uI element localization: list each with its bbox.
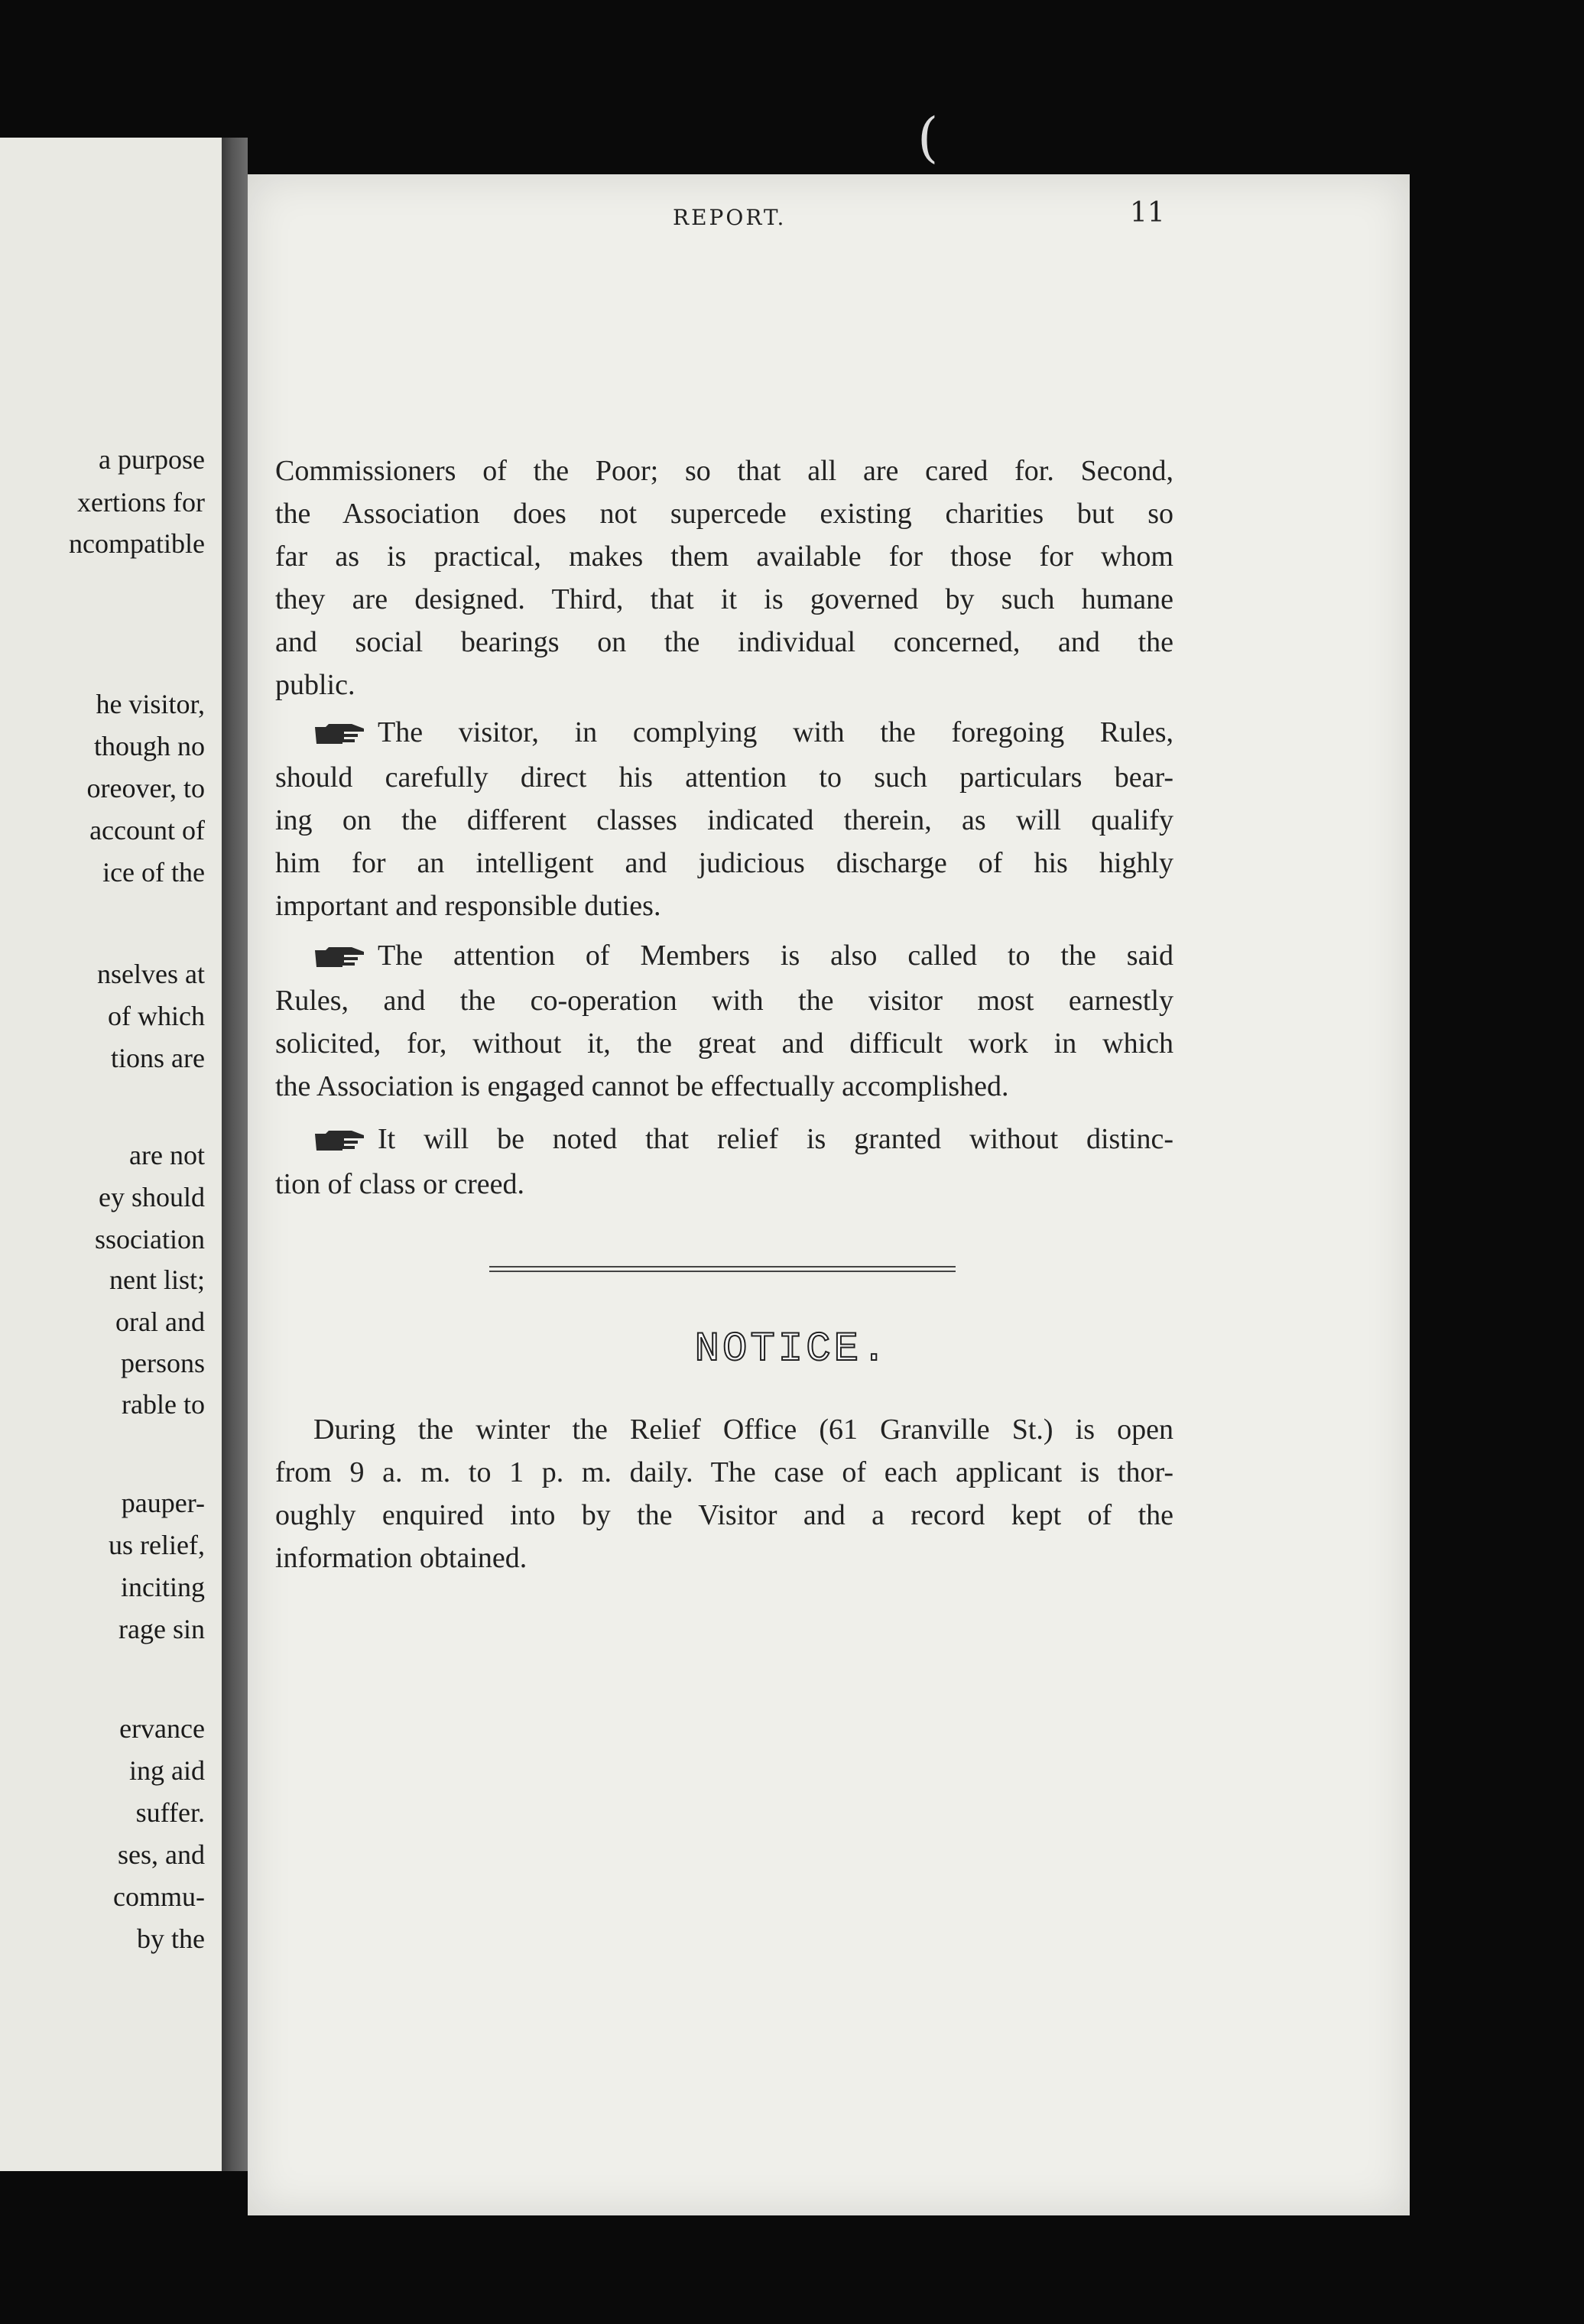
left-page-line: ses, and xyxy=(118,1839,205,1870)
text-line: During the winter the Relief Office (61 Granville St.) is open xyxy=(313,1414,1173,1446)
left-page-line: pauper- xyxy=(121,1488,205,1518)
left-page-line: ssociation xyxy=(95,1224,205,1255)
left-page-line: suffer. xyxy=(135,1797,205,1828)
paragraph-4 xyxy=(275,1118,1173,1206)
left-page-line: a purpose xyxy=(99,444,205,475)
left-page-line: oral and xyxy=(115,1306,205,1337)
left-page-line: ey should xyxy=(99,1182,205,1212)
text-line: public. xyxy=(275,669,355,701)
notice-paragraph xyxy=(275,1408,1173,1579)
text-line: solicited, for, without it, the great and difficult work in which xyxy=(275,1027,1173,1060)
left-page-line: rable to xyxy=(122,1389,205,1420)
left-page-line: persons xyxy=(121,1348,205,1378)
pointing-hand-icon xyxy=(313,713,367,756)
left-page-line: account of xyxy=(89,815,205,846)
left-page-line: tions are xyxy=(111,1043,205,1073)
left-page-line: he visitor, xyxy=(96,689,205,719)
left-page-line: are not xyxy=(129,1140,205,1170)
left-page-line: though no xyxy=(93,731,205,761)
left-page-line: nselves at xyxy=(97,959,205,989)
text-line: information obtained. xyxy=(275,1542,527,1574)
left-page-line: oreover, to xyxy=(86,773,205,803)
pointing-hand-icon xyxy=(313,1120,367,1163)
left-page-line: ice of the xyxy=(102,857,205,888)
text-line: the Association does not supercede existing charities but so xyxy=(275,498,1173,530)
text-line: tion of class or creed. xyxy=(275,1168,525,1201)
text-line: him for an intelligent and judicious discharge of his highly xyxy=(275,847,1173,880)
text-line: The visitor, in complying with the foregoing Rules, xyxy=(275,711,1173,756)
notice-title: NOTICE. xyxy=(694,1326,890,1373)
left-page-line: by the xyxy=(137,1923,205,1954)
book-gutter xyxy=(222,138,248,2171)
left-page-line: ncompatible xyxy=(69,528,205,559)
left-page-line: commu- xyxy=(113,1881,205,1912)
text-line: Rules, and the co-operation with the visitor most earnestly xyxy=(275,985,1173,1018)
left-page-line: ervance xyxy=(119,1713,205,1744)
text-line: far as is practical, makes them available for those for whom xyxy=(275,540,1173,573)
left-page-line: us relief, xyxy=(109,1530,205,1560)
pointing-hand-icon xyxy=(313,936,367,979)
text-line: Commissioners of the Poor; so that all are cared for. Second, xyxy=(275,455,1173,487)
text-line: should carefully direct his attention to such particulars bear- xyxy=(275,761,1173,794)
text-line: important and responsible duties. xyxy=(275,890,661,923)
left-page-line: of which xyxy=(108,1001,205,1031)
text-line: they are designed. Third, that it is governed by such humane xyxy=(275,583,1173,615)
text-line: and social bearings on the individual concerned, and the xyxy=(275,626,1173,658)
film-mark: ( xyxy=(917,106,939,169)
left-page-line: xertions for xyxy=(77,487,205,518)
left-page-line: rage sin xyxy=(118,1614,205,1644)
text-line: ing on the different classes indicated therein, as will qualify xyxy=(275,804,1173,837)
text-line: The attention of Members is also called to the said xyxy=(275,934,1173,979)
left-page-line: ing aid xyxy=(129,1755,205,1786)
text-line: It will be noted that relief is granted without distinc- xyxy=(275,1118,1173,1163)
left-page-line: inciting xyxy=(121,1572,205,1602)
double-rule xyxy=(489,1266,956,1272)
running-head: REPORT. xyxy=(673,205,787,230)
left-page-line: nent list; xyxy=(109,1264,205,1295)
paragraph-2 xyxy=(275,711,1173,927)
left-page-fragment xyxy=(0,138,222,2171)
text-line: oughly enquired into by the Visitor and a record kept of the xyxy=(275,1499,1173,1531)
paragraph-1 xyxy=(275,450,1173,706)
paragraph-3 xyxy=(275,934,1173,1108)
text-line: from 9 a. m. to 1 p. m. daily. The case of each applicant is thor- xyxy=(275,1456,1173,1488)
page-number: 11 xyxy=(1130,197,1165,229)
text-line: the Association is engaged cannot be effectually accomplished. xyxy=(275,1070,1009,1103)
